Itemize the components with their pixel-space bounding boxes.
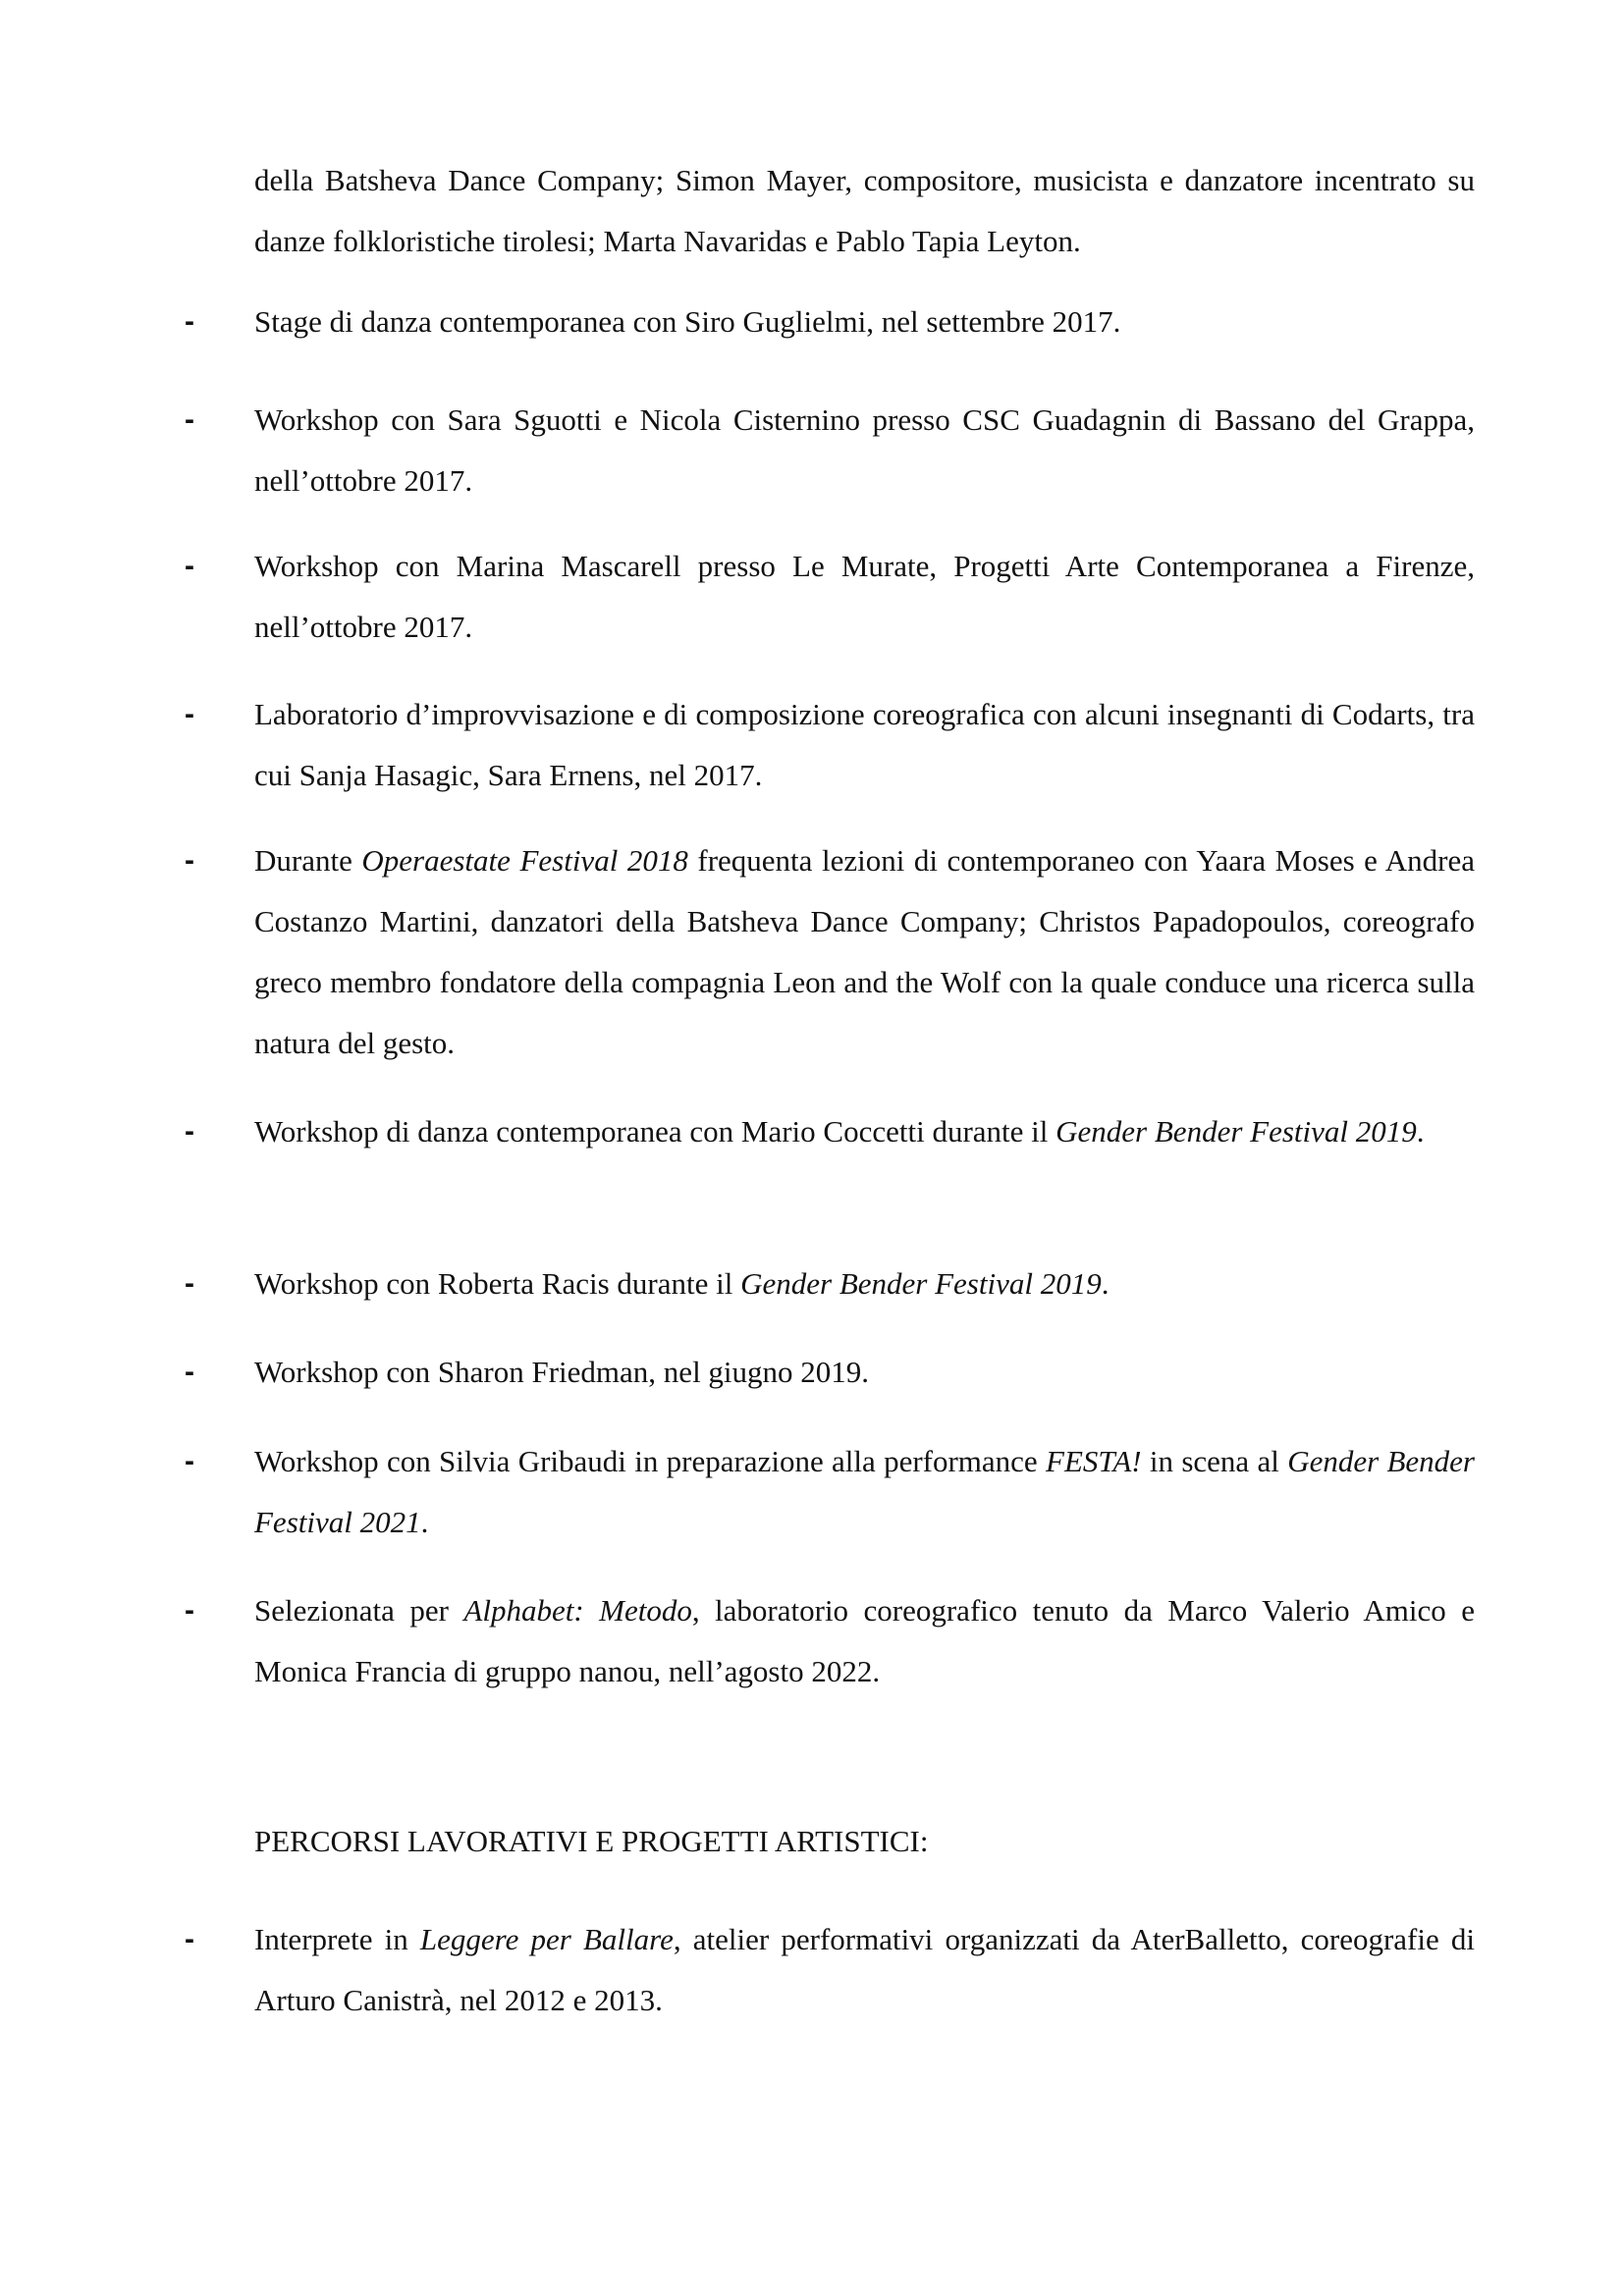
bullet-dash: - xyxy=(185,1923,194,1955)
festival-title: Gender Bender Festival 2019 xyxy=(740,1266,1102,1301)
list-item-text: Stage di danza contemporanea con Siro Guglielmi, nel settembre 2017. xyxy=(254,304,1121,339)
list-item-text: Workshop con Silvia Gribaudi in preparazione alla performance FESTA! in scena al Gender Bender Festival 2021. xyxy=(254,1444,1475,1539)
festival-title: Gender Bender Festival 2021 xyxy=(254,1444,1475,1539)
section-heading: PERCORSI LAVORATIVI E PROGETTI ARTISTICI: xyxy=(254,1824,929,1858)
bullet-dash: - xyxy=(185,1594,194,1627)
bullet-dash: - xyxy=(185,403,194,436)
bullet-dash: - xyxy=(185,550,194,582)
continuation-paragraph: della Batsheva Dance Company; Simon Mayer, compositore, musicista e danzatore incentrato su danze folkloristiche tirolesi; Marta Navaridas e Pablo Tapia Leyton. xyxy=(254,163,1475,258)
festival-title: Operaestate Festival 2018 xyxy=(361,843,688,878)
bullet-dash: - xyxy=(185,1445,194,1477)
list-item-text: Workshop con Marina Mascarell presso Le Murate, Progetti Arte Contemporanea a Firenze, nell’ottobre 2017. xyxy=(254,549,1475,644)
bullet-dash: - xyxy=(185,844,194,877)
list-item-text: Workshop di danza contemporanea con Mario Coccetti durante il Gender Bender Festival 2019. xyxy=(254,1114,1425,1148)
bullet-dash: - xyxy=(185,1356,194,1388)
project-title: Leggere per Ballare xyxy=(419,1922,674,1956)
list-item-text: Durante Operaestate Festival 2018 frequenta lezioni di contemporaneo con Yaara Moses e Andrea Costanzo Martini, danzatori della Batsheva Dance Company; Christos Papadopoulos, coreografo greco membro fondatore della compagnia Leon and the Wolf con la quale conduce una ricerca sulla natura del gesto. xyxy=(254,843,1475,1060)
festival-title: Gender Bender Festival 2019 xyxy=(1056,1114,1417,1148)
bullet-dash: - xyxy=(185,1267,194,1300)
performance-title: FESTA! xyxy=(1046,1444,1142,1478)
bullet-dash: - xyxy=(185,698,194,730)
list-item-text: Laboratorio d’improvvisazione e di composizione coreografica con alcuni insegnanti di Codarts, tra cui Sanja Hasagic, Sara Ernens, nel 2017. xyxy=(254,697,1475,792)
bullet-dash: - xyxy=(185,305,194,338)
list-item-text: Workshop con Sara Sguotti e Nicola Cisternino presso CSC Guadagnin di Bassano del Grappa, nell’ottobre 2017. xyxy=(254,402,1475,498)
list-item-text: Workshop con Sharon Friedman, nel giugno 2019. xyxy=(254,1355,870,1389)
workshop-title: Alphabet: Metodo xyxy=(463,1593,692,1628)
list-item-text: Interprete in Leggere per Ballare, atelier performativi organizzati da AterBalletto, coreografie di Arturo Canistrà, nel 2012 e 2013. xyxy=(254,1922,1476,2017)
list-item-text: Workshop con Roberta Racis durante il Gender Bender Festival 2019. xyxy=(254,1266,1110,1301)
bullet-dash: - xyxy=(185,1115,194,1148)
list-item-text: Selezionata per Alphabet: Metodo, laboratorio coreografico tenuto da Marco Valerio Amico e Monica Francia di gruppo nanou, nell’agosto 2022. xyxy=(254,1593,1475,1688)
